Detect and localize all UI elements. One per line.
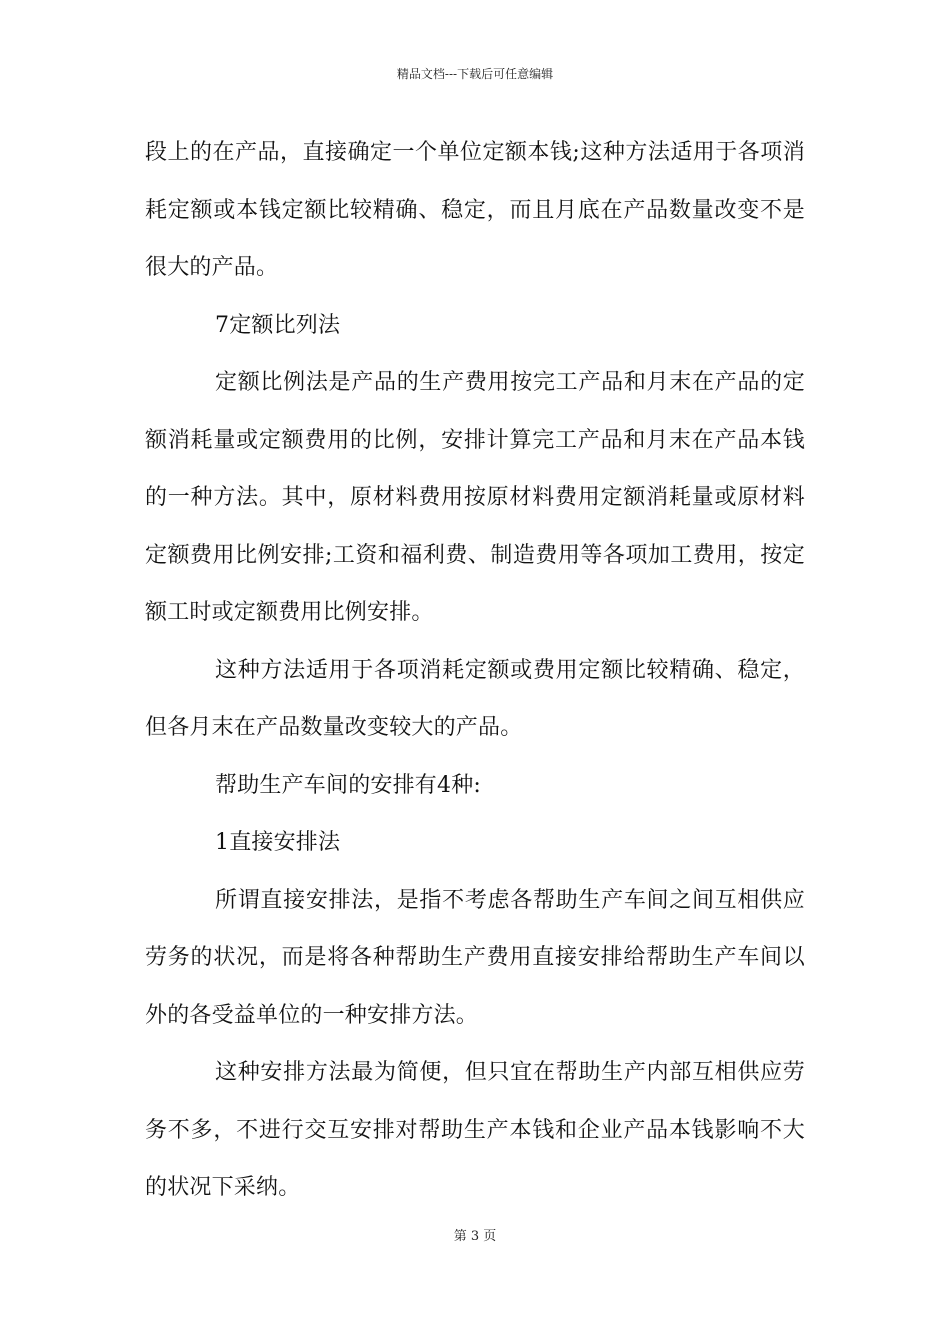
paragraph-continuation: 段上的在产品，直接确定一个单位定额本钱;这种方法适用于各项消耗定额或本钱定额比较精确、稳定，而且月底在产品数量改变不是很大的产品。 xyxy=(145,140,805,280)
page-number: 第 3 页 xyxy=(453,1229,497,1244)
section-heading-quota-ratio: 7定额比列法 xyxy=(215,312,341,338)
paragraph-quota-ratio-definition: 定额比例法是产品的生产费用按完工产品和月末在产品的定额消耗量或定额费用的比例，安排计算完工产品和月末在产品本钱的一种方法。其中，原材料费用按原材料费用定额消耗量或原材料定额费用比例安排;工资和福利费、制造费用等各项加工费用，按定额工时或定额费用比例安排。 xyxy=(145,370,805,625)
paragraph-direct-allocation-applicability: 这种安排方法最为简便，但只宜在帮助生产内部互相供应劳务不多，不进行交互安排对帮助生产本钱和企业产品本钱影响不大的状况下采纳。 xyxy=(145,1060,805,1200)
paragraph-direct-allocation-definition: 所谓直接安排法，是指不考虑各帮助生产车间之间互相供应劳务的状况，而是将各种帮助生产费用直接安排给帮助生产车间以外的各受益单位的一种安排方法。 xyxy=(145,887,805,1028)
paragraph-quota-ratio-applicability: 这种方法适用于各项消耗定额或费用定额比较精确、稳定，但各月末在产品数量改变较大的产品。 xyxy=(145,657,805,740)
document-body xyxy=(145,124,805,1217)
paragraph-auxiliary-intro: 帮助生产车间的安排有4种: xyxy=(215,772,482,798)
section-heading-direct-allocation: 1直接安排法 xyxy=(215,830,341,855)
page-header: 精品文档---下载后可任意编辑 xyxy=(396,67,554,81)
